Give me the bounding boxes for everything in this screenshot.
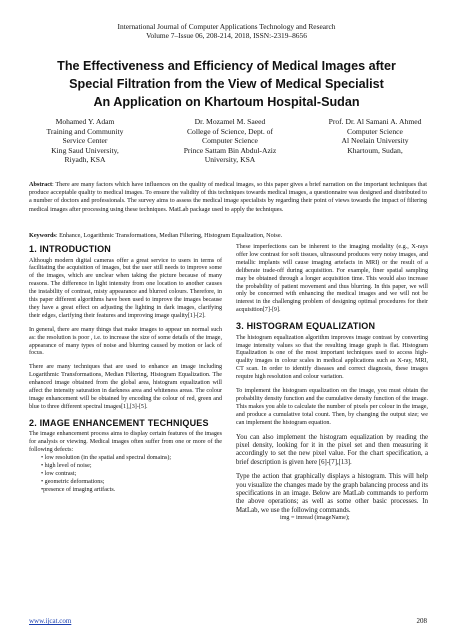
list-item: •presence of imaging artifacts. (41, 486, 116, 493)
abstract-text: : There are many factors which have influences on the quality of medical images, so this paper gives a brief narration on the important techniques that produce acceptable quality to medical images. To ensure the validity of this techniques towards medical images, a questionnaire was designed and distributed to a number of doctors and professionals. The survey aims to assess the medical image specialists by regarding their point of views towards the impact of filtering medical images after processing using these techniques. MatLab package used to apply the techniques. (29, 181, 427, 213)
author-affiliation: Prince Sattam Bin Abdul-Aziz (183, 145, 277, 155)
paragraph: These imperfections can be inherent to the imaging modality (e.g., X-rays offer low contrast for soft tissues, ultrasound produces very noisy images, and metallic implants will cause imaging artefacts in MRI) or the result of a deliberate trade-off during acquisition. For example, finer spatial sampling may be obtained through a longer acquisition time. This would also increase the probability of patient movement and thus blurring. In this paper, we will only be concerned with enhancing the medical images and we will not be interest in the challenging problem of designing optimal procedures for their acquisition[7]-[9]. (236, 244, 428, 314)
list-item: • high level of noise; (41, 462, 92, 469)
code-line: img = imread (imageName); (280, 515, 350, 522)
author-affiliation: Computer Science (202, 136, 258, 146)
abstract-label: Abstract (29, 181, 53, 188)
paragraph: You can also implement the histogram equalization by reading the pixel density, looking for it in the pixel set and then measuring it accordingly to set the new pixel value. For the chart specification, a brief description is given here [6]-[7],[13]. (236, 433, 428, 466)
author-affiliation: Khartoum, Sudan, (347, 145, 403, 155)
paragraph: In general, there are many things that make images to appear un normal such as: the resolution is poor , i.e. to increase the size of some details of the image, appearance of many types of noise and blurring caused by motion or lack of focus. (29, 326, 222, 357)
paragraph: The histogram equalization algorithm improves image contrast by converting image intensity values so that the resulting image graph is flat. Histogram Equalization is one of the most important techniques used to access high-quality images in colour scales in medical applications such as X-ray, MRI, CT scan. In order to identify diseases and correct diagnosis, these images require high resolution and colour variation. (236, 334, 428, 381)
journal-header (0, 22, 453, 41)
journal-link[interactable]: www.ijcat.com (29, 617, 72, 625)
section-heading-introduction: 1. INTRODUCTION (29, 244, 112, 254)
section-heading-enhancement: 2. IMAGE ENHANCEMENT TECHNIQUES (29, 417, 209, 428)
author-affiliation: Al Neelain University (341, 136, 409, 146)
journal-name: International Journal of Computer Applications Technology and Research (117, 22, 336, 31)
author-affiliation: University, KSA (204, 155, 256, 165)
author-name: Prof. Dr. Al Samani A. Ahmed (328, 117, 422, 126)
list-item: • low resolution (in the spatial and spectral domains); (41, 455, 172, 462)
author-affiliation: Computer Science (347, 126, 403, 136)
list-item: • geometric deformations; (41, 478, 105, 485)
keywords-label: Keywords (29, 232, 56, 239)
defects-list (29, 455, 222, 495)
author-affiliation: Training and Community (46, 126, 124, 136)
author-affiliation: Riyadh, KSA (64, 155, 106, 165)
keywords (29, 232, 427, 240)
paper-title (30, 57, 423, 111)
author-name: Dr. Mozamel M. Saeed (194, 117, 266, 126)
paragraph: Although modern digital cameras offer a great service to users in terms of facilitating the acquisition of images, but the user still needs to improve some of the images, which are unclear when taking the picture because of many reasons. The difference in light intensity from one location to another causes the instability of contrast, misty appearance and blurred colours. Therefore, in this paper different algorithms have been used to improve the images because they have a great effect on adjusting the lighting in dark images, clarifying their edges, clarifying their features and improving image quality[1]-[2]. (29, 257, 222, 319)
paragraph: The image enhancement process aims to display certain features of the images for analysis or viewing. Medical images often suffer from one or more of the following defects: (29, 431, 222, 454)
left-column (29, 244, 222, 495)
list-item: • low contrast; (41, 470, 77, 477)
paragraph: Type the action that graphically displays a histogram. This will help you visualize the changes made by the graph balancing process and its specifications in an image. Below are MatLab commands to perform the above operations; as well as some other basic processes. In MatLab, we use the following commands. (236, 473, 428, 514)
section-heading-histogram: 3. HISTOGRAM EQUALIZATION (236, 321, 376, 332)
author-3 (310, 117, 440, 165)
author-affiliation: College of Science, Dept. of (186, 126, 274, 136)
paragraph: There are many techniques that are used to enhance an image including Logarithmic Transformations, Median Filtering, Histogram Equalization. The enhanced image obtained from the global area, histogram equalization will affect the intensity saturation in darkness area and whiteness areas. The colour image enhancement will be obtained by encoding the colour of red, green and blue to three different spectral images[1],[3]-[5]. (29, 364, 222, 410)
title-line-3: An Application on Khartoum Hospital-Sudan (93, 95, 360, 109)
title-line-2: Special Filtration from the View of Medical Specialist (69, 77, 384, 91)
keywords-text: : Enhance, Logarithmic Transformations, Median Filtering, Histogram Equalization, Noise. (55, 232, 283, 239)
right-column (236, 244, 428, 523)
author-name: Mohamed Y. Adam (55, 117, 115, 126)
page-footer (29, 617, 427, 625)
author-affiliation: Service Center (62, 136, 108, 146)
page-number: 208 (416, 617, 427, 625)
paragraph: To implement the histogram equalization on the image, you must obtain the probability density function and the cumulative density function of the image. This makes you able to calculate the number of pixels per colour in the image, and produce a cumulative total count. Then, by changing the output size; we can implement the histogram equation. (236, 388, 428, 426)
author-1 (20, 117, 150, 165)
author-affiliation: King Saud University, (51, 145, 119, 155)
title-line-1: The Effectiveness and Efficiency of Medical Images after (57, 59, 396, 73)
journal-volume: Volume 7–Issue 06, 208-214, 2018, ISSN:-2319–8656 (146, 31, 307, 41)
author-block (20, 117, 440, 165)
abstract (29, 181, 427, 214)
author-2 (160, 117, 300, 165)
